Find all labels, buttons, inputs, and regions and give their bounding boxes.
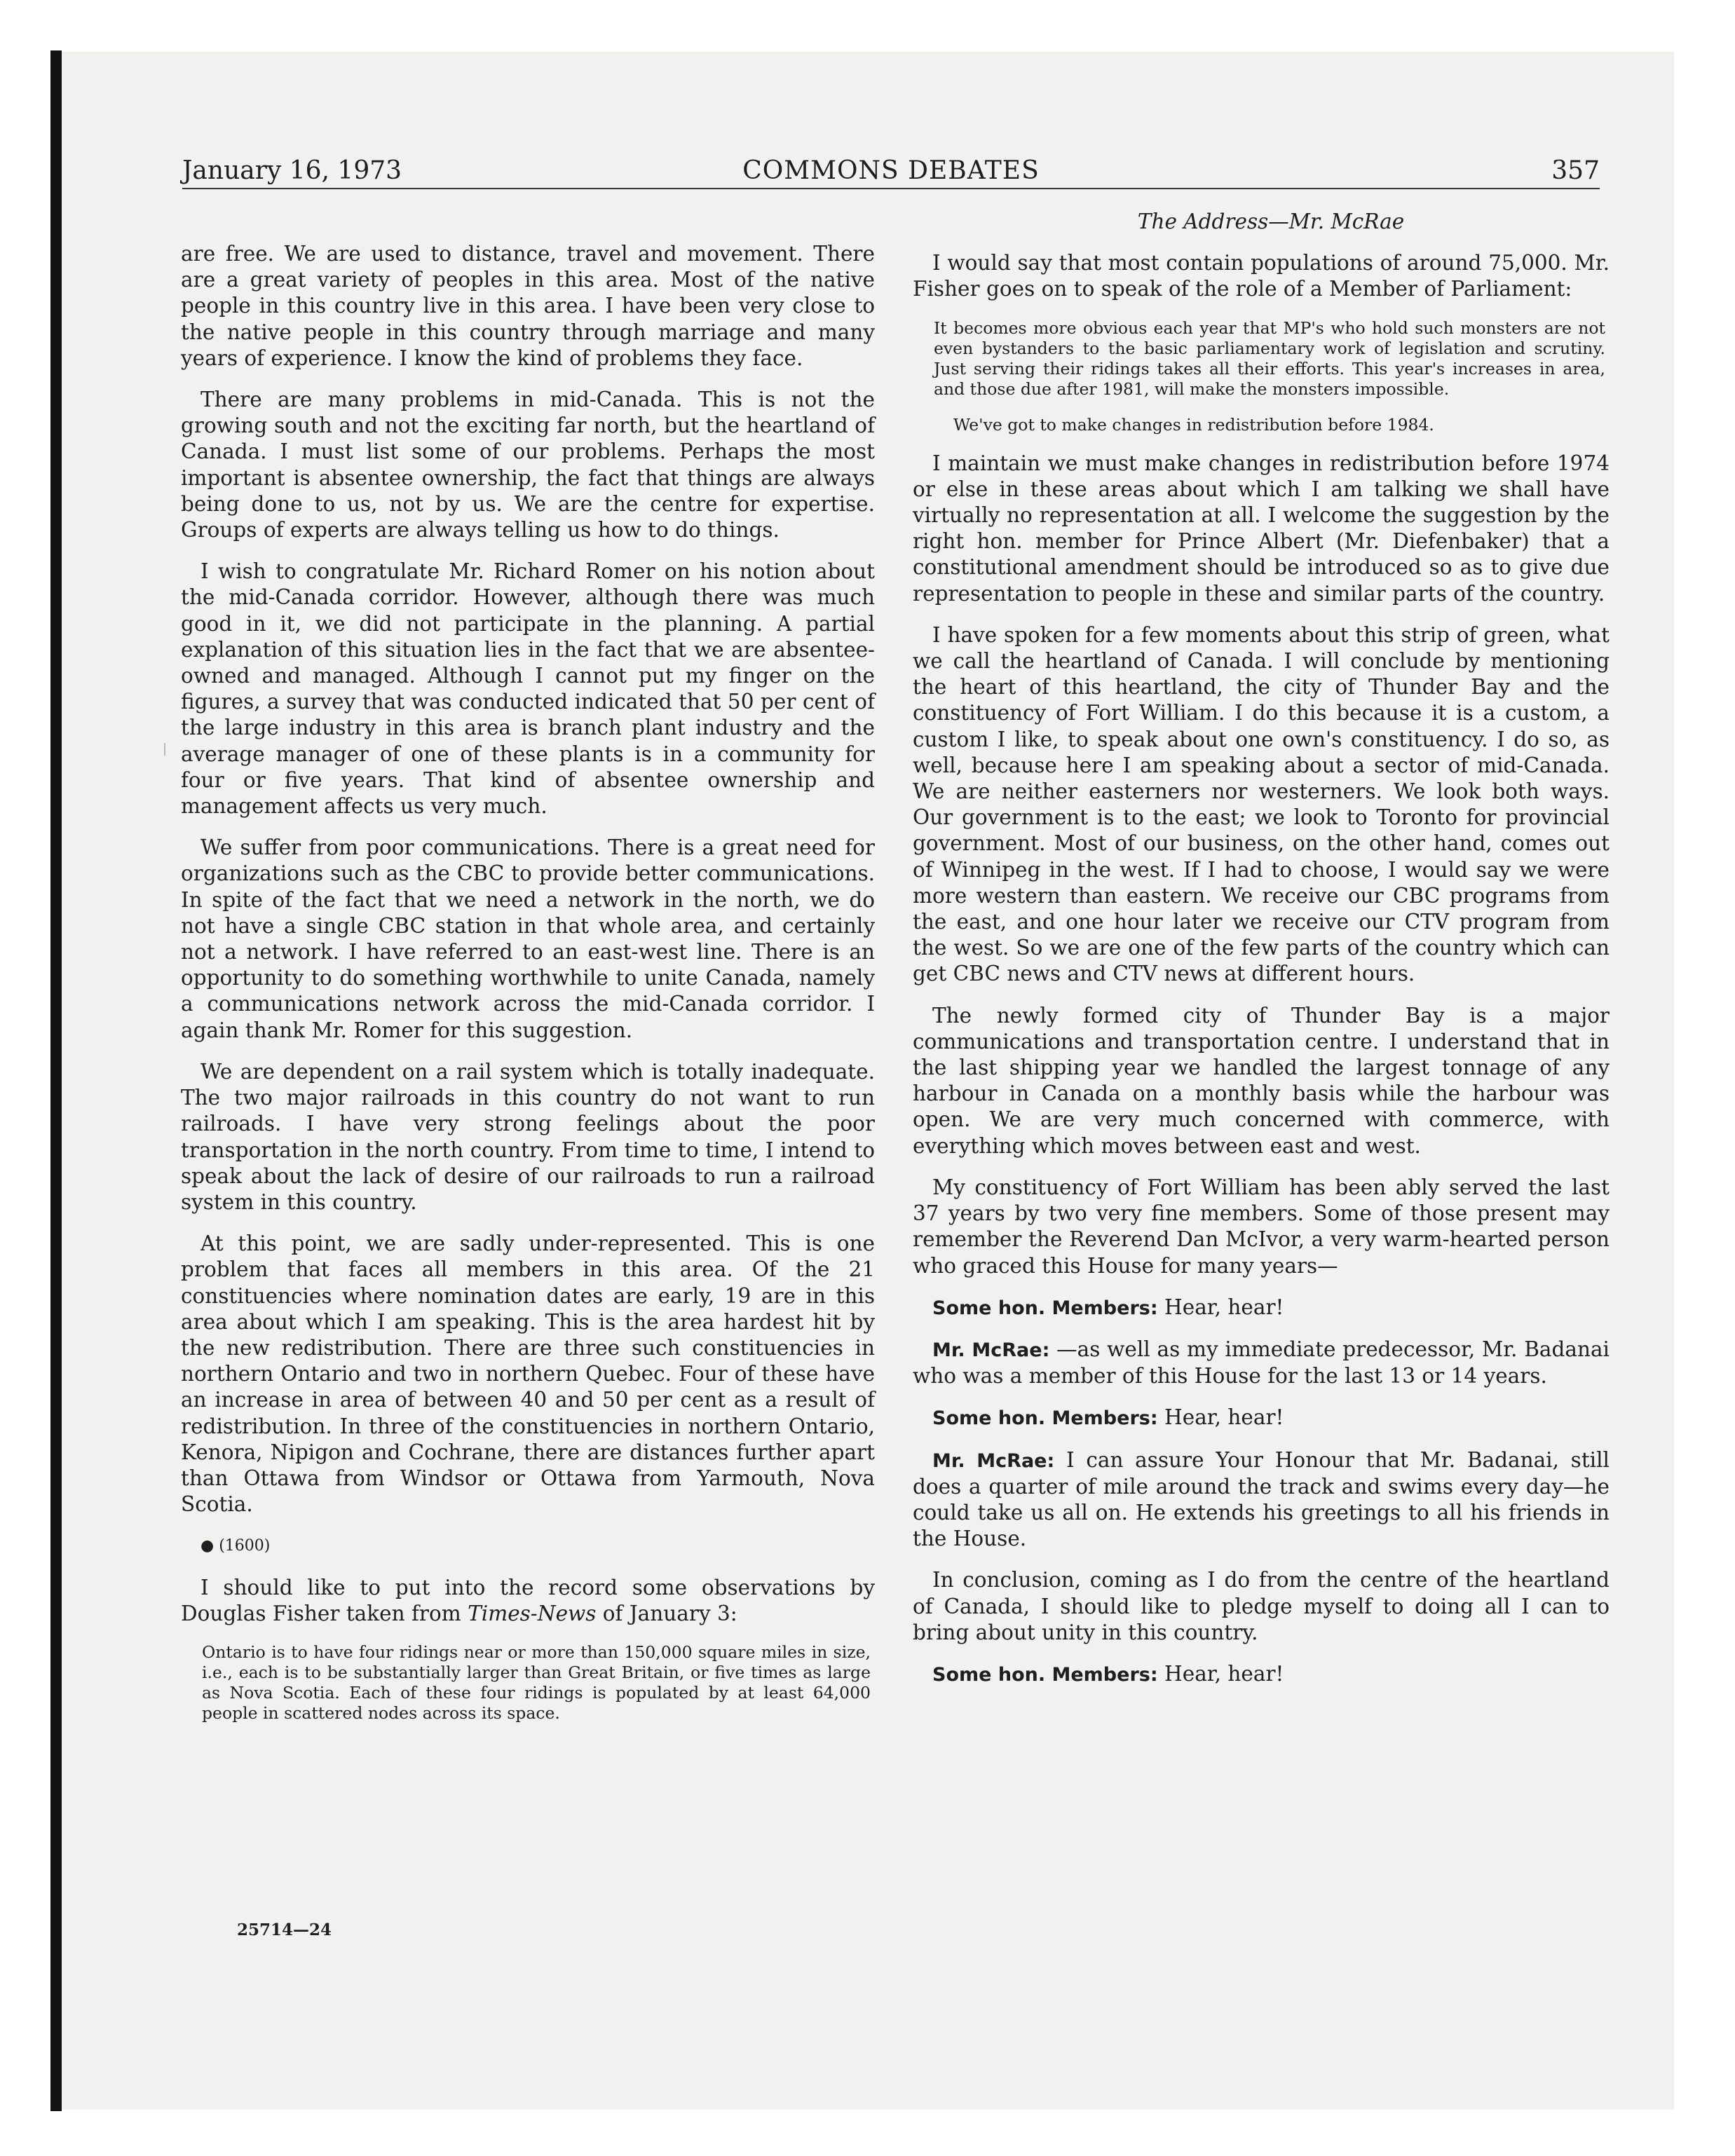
left-paragraph-5: We are dependent on a rail system which is totally inadequate. The two major railroads in this country do not want to run railroads. I have very strong feelings about the poor transportation in the north country. From time to time, I intend to speak about the lack of desire of our railroads to run a railroad system in this country.: [181, 1059, 875, 1214]
right-column: [913, 209, 1610, 1703]
left-paragraph-1: are free. We are used to distance, travel and movement. There are a great variety of peoples in this area. Most of the native people in this country live in this area. I have been very close to the native people in this country through marriage and many years of experience. I know the kind of problems they face.: [181, 242, 875, 370]
source-title: Times-News: [468, 1601, 597, 1625]
mcrae-speaker: Mr. McRae:: [932, 1339, 1050, 1361]
header-publication: COMMONS DEBATES: [742, 156, 1040, 185]
fisher-quote: Ontario is to have four ridings near or more than 150,000 square miles in size, i.e., each is to be substantially larger than Great Britain, or five times as large as Nova Scotia. Each of these four ridings is populated by at least 64,000 people in scattered nodes across its space.: [202, 1642, 871, 1723]
interjection-text: Hear, hear!: [1157, 1295, 1284, 1319]
left-paragraph-6: At this point, we are sadly under-represented. This is one problem that faces all members in this area. Of the 21 constituencies where nomination dates are early, 19 are in this area about which I am speaking. This is the area hardest hit by the new redistribution. There are three such constituencies in northern Ontario and two in northern Quebec. Four of these have an increase in area of between 40 and 50 per cent as a result of redistribution. In three of the constituencies in northern Ontario, Kenora, Nipigon and Cochrane, there are distances further apart than Ottawa from Windsor or Ottawa from Yarmouth, Nova Scotia.: [181, 1231, 875, 1517]
left-paragraph-2: There are many problems in mid-Canada. This is not the growing south and not the exciting far north, but the heartland of Canada. I must list some of our problems. Perhaps the most important is absentee ownership, the fact that things are always being done to us, not by us. We are the centre for expertise. Groups of experts are always telling us how to do things.: [181, 388, 875, 543]
left-paragraph-3: I wish to congratulate Mr. Richard Romer on his notion about the mid-Canada corridor. However, although there was much good in it, we did not participate in the planning. A partial explanation of this situation lies in the fact that we are absentee-owned and managed. Although I cannot put my finger on the figures, a survey that was conducted indicated that 50 per cent of the large industry in this area is branch plant industry and the average manager of one of these plants is in a community for four or five years. That kind of absentee ownership and management affects us very much.: [181, 559, 875, 819]
interjection-speaker: Some hon. Members:: [932, 1407, 1158, 1430]
fisher-quote-2: It becomes more obvious each year that MP's who hold such monsters are not even bystanders to the basic parliamentary work of legislation and scrutiny. Just serving their ridings takes all their efforts. This year's increases in area, and those due after 1981, will make the monsters impossible.: [934, 318, 1605, 399]
fisher-quote-3: We've got to make changes in redistribution before 1984.: [953, 414, 1434, 435]
interjection-3: [913, 1661, 1610, 1688]
scan-edge: [50, 50, 62, 2111]
record-intro: [181, 1575, 875, 1627]
left-column: [181, 241, 875, 1739]
running-head: The Address—Mr. McRae: [1137, 210, 1405, 233]
interjection-2: [913, 1405, 1610, 1431]
conclusion-paragraph: In conclusion, coming as I do from the centre of the heartland of Canada, I should like to pledge myself to doing all I can to bring about unity in this country.: [913, 1568, 1610, 1644]
interjection-text: Hear, hear!: [1157, 1405, 1284, 1430]
interjection-speaker: Some hon. Members:: [932, 1663, 1158, 1686]
interjection-speaker: Some hon. Members:: [932, 1297, 1158, 1319]
mcrae-statement-1: [913, 1337, 1610, 1389]
record-intro-date: of January 3:: [596, 1601, 737, 1625]
interjection-1: [913, 1295, 1610, 1321]
right-paragraph-5: My constituency of Fort William has been ably served the last 37 years by two very fine members. Some of those present may remember the Reverend Dan McIvor, a very warm-hearted person who graced this House for many years—: [913, 1175, 1610, 1278]
left-paragraph-4: We suffer from poor communications. There is a great need for organizations such as the CBC to provide better communications. In spite of the fact that we need a network in the north, we do not have a single CBC station in that whole area, and certainly not a network. I have referred to an east-west line. There is an opportunity to do something worthwhile to unite Canada, namely a communications network across the mid-Canada corridor. I again thank Mr. Romer for this suggestion.: [181, 835, 875, 1042]
page-header: [182, 153, 1600, 189]
interjection-text: Hear, hear!: [1157, 1661, 1284, 1686]
mcrae-statement-2: [913, 1447, 1610, 1553]
right-paragraph-2: I maintain we must make changes in redistribution before 1974 or else in these areas about which I am talking we shall have virtually no representation at all. I welcome the suggestion by the right hon. member for Prince Albert (Mr. Diefenbaker) that a constitutional amendment should be introduced so as to give due representation to people in these and similar parts of the country.: [913, 451, 1610, 606]
mcrae-speaker: Mr. McRae:: [932, 1449, 1055, 1472]
right-paragraph-3: I have spoken for a few moments about this strip of green, what we call the heartland of Canada. I will conclude by mentioning the heart of this heartland, the city of Thunder Bay and the constituency of Fort William. I do this because it is a custom, a custom I like, to speak about one own's constituency. I do so, as well, because here I am speaking about a sector of mid-Canada. We are neither easterners nor westerners. We look both ways. Our government is to the east; we look to Toronto for provincial government. Most of our business, on the other hand, comes out of Winnipeg in the west. If I had to choose, I would say we were more western than eastern. We receive our CBC programs from the east, and one hour later we receive our CTV program from the west. So we are one of the few parts of the country which can get CBC news and CTV news at different hours.: [913, 622, 1610, 986]
footer-code: 25714—24: [237, 1920, 332, 1939]
right-paragraph-4: The newly formed city of Thunder Bay is a major communications and transportation centre. I understand that in the last shipping year we handled the largest tonnage of any harbour in Canada on a monthly basis while the harbour was open. We are very much concerned with commerce, with everything which moves between east and west.: [913, 1003, 1610, 1158]
stray-mark: [164, 743, 165, 756]
right-paragraph-1: I would say that most contain populations of around 75,000. Mr. Fisher goes on to speak of the role of a Member of Parliament:: [913, 251, 1610, 301]
mcrae-text-1: —as well as my immediate predecessor, Mr. Badanai who was a member of this House for the last 13 or 14 years.: [913, 1337, 1610, 1389]
header-date: January 16, 1973: [182, 156, 402, 185]
header-page-number: 357: [1551, 156, 1600, 185]
mcrae-text-2: I can assure Your Honour that Mr. Badanai, still does a quarter of mile around the track and swims every day—he could take us all on. He extends his greetings to all his friends in the House.: [913, 1447, 1610, 1551]
time-marker: ● (1600): [200, 1537, 271, 1555]
record-intro-text: I should like to put into the record some observations by Douglas Fisher taken from: [181, 1575, 875, 1625]
